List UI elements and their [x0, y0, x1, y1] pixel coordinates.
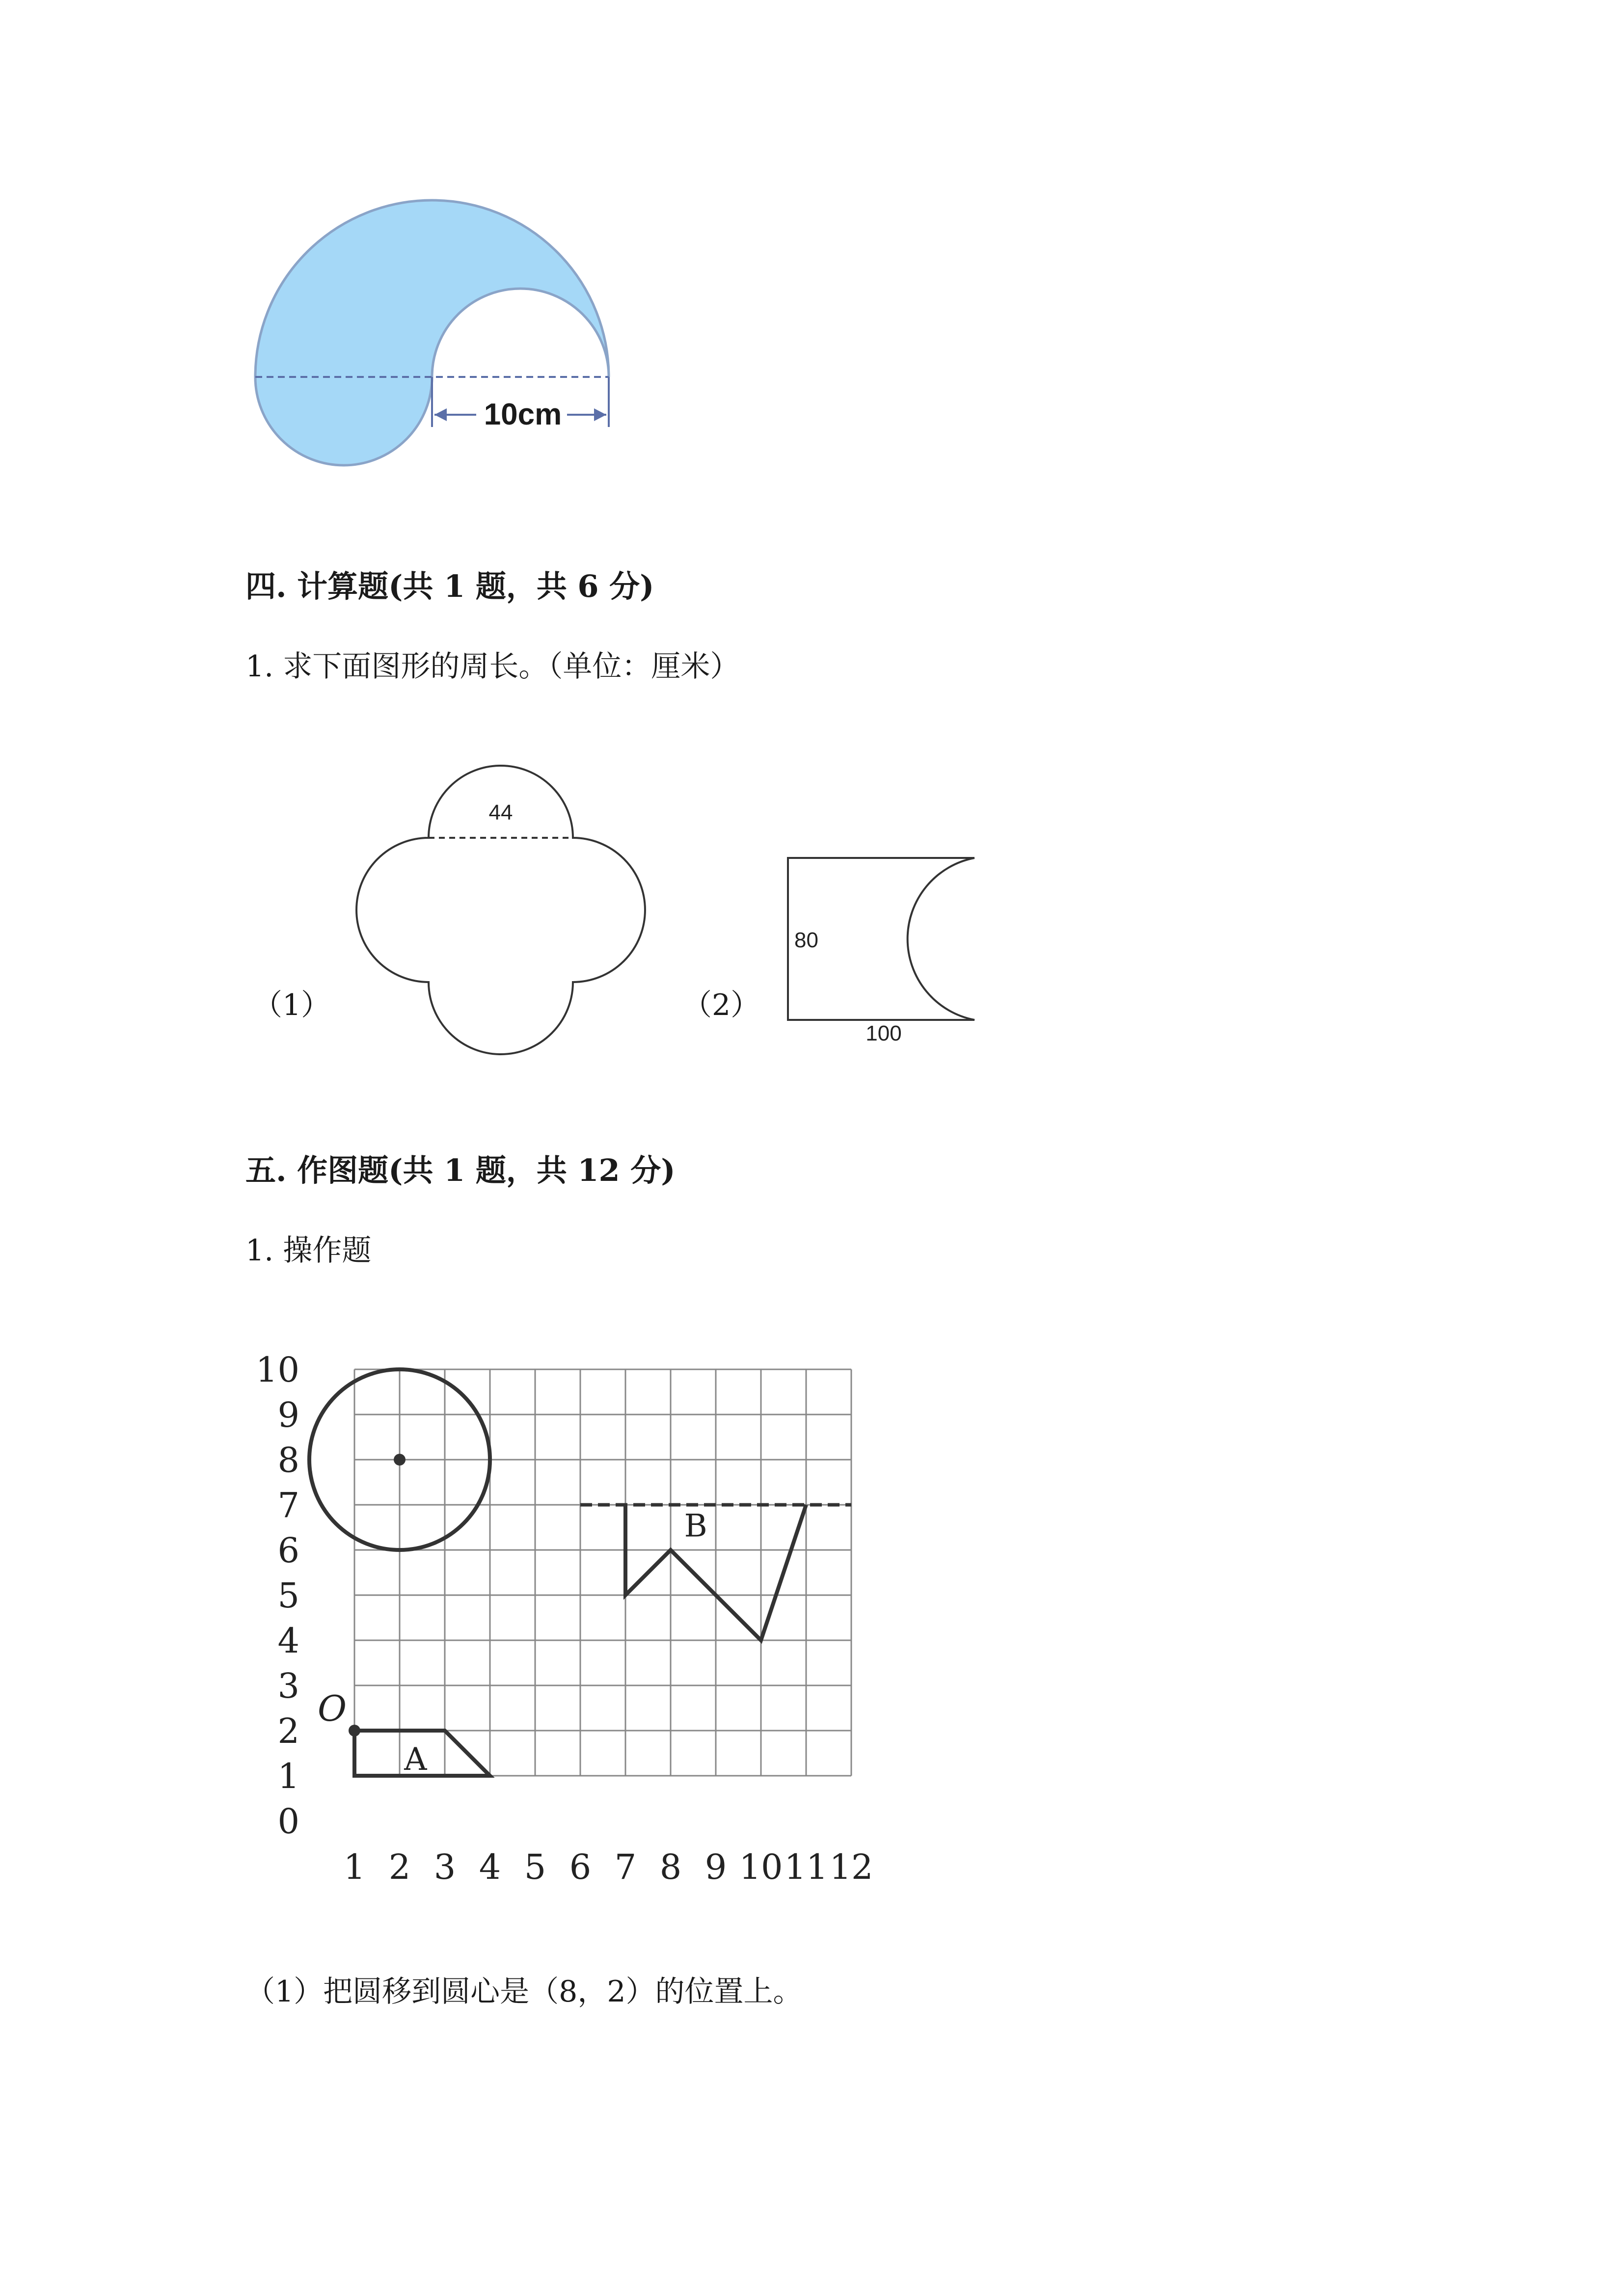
x-tick-label: 10 — [739, 1847, 783, 1887]
x-tick-label: 5 — [524, 1847, 546, 1887]
dimension-label: 10cm — [484, 398, 562, 431]
arrowhead-right-icon — [594, 408, 606, 421]
section5-heading: 五. 作图题(共 1 题，共 12 分) — [245, 1152, 676, 1188]
x-tick-label: 1 — [343, 1847, 366, 1887]
coordinate-grid — [245, 1330, 933, 1895]
x-tick-label: 3 — [433, 1847, 456, 1887]
fig2-width-label: 100 — [866, 1021, 902, 1045]
y-tick-label: 5 — [277, 1575, 299, 1616]
x-tick-label: 4 — [479, 1847, 501, 1887]
fig1-tag: （1） — [253, 988, 331, 1022]
circle-center-dot — [394, 1454, 406, 1466]
y-tick-label: 0 — [277, 1801, 299, 1842]
y-tick-label: 9 — [277, 1395, 299, 1435]
crescent-figure — [245, 191, 628, 486]
shape-a-label: A — [404, 1741, 427, 1778]
x-tick-label: 8 — [659, 1847, 682, 1887]
y-tick-label: 7 — [277, 1485, 299, 1525]
section5-sub1: （1）把圆移到圆心是（8，2）的位置上。 — [245, 1975, 803, 2009]
fig2-height-label: 80 — [794, 928, 818, 952]
y-tick-label: 8 — [277, 1440, 299, 1480]
x-tick-label: 9 — [704, 1847, 727, 1887]
y-tick-label: 10 — [255, 1350, 299, 1390]
y-tick-label: 4 — [277, 1621, 299, 1661]
y-tick-label: 2 — [277, 1711, 299, 1751]
y-tick-label: 6 — [277, 1530, 299, 1571]
arrowhead-left-icon — [434, 408, 447, 421]
x-tick-label: 2 — [388, 1847, 411, 1887]
section4-heading: 四. 计算题(共 1 题，共 6 分) — [245, 568, 654, 604]
x-tick-label: 12 — [829, 1847, 873, 1887]
section5-question1: 1. 操作题 — [245, 1233, 372, 1268]
y-tick-label: 1 — [277, 1756, 299, 1796]
y-tick-label: 3 — [277, 1666, 299, 1706]
fig1-label: 44 — [488, 801, 513, 825]
y-axis-labels — [256, 1350, 299, 1842]
shape-b-label: B — [684, 1508, 707, 1545]
four-arc-figure — [353, 756, 658, 1060]
grid-lines — [354, 1369, 851, 1776]
x-tick-label: 7 — [614, 1847, 637, 1887]
origin-label: O — [318, 1688, 347, 1729]
rect-arc-figure — [766, 834, 992, 1060]
x-tick-label: 6 — [569, 1847, 592, 1887]
fig2-tag: （2） — [682, 988, 760, 1022]
origin-dot — [349, 1725, 360, 1736]
x-axis-labels — [344, 1847, 873, 1887]
x-tick-label: 11 — [784, 1847, 828, 1887]
section4-question1: 1. 求下面图形的周长。（单位：厘米） — [245, 649, 740, 684]
